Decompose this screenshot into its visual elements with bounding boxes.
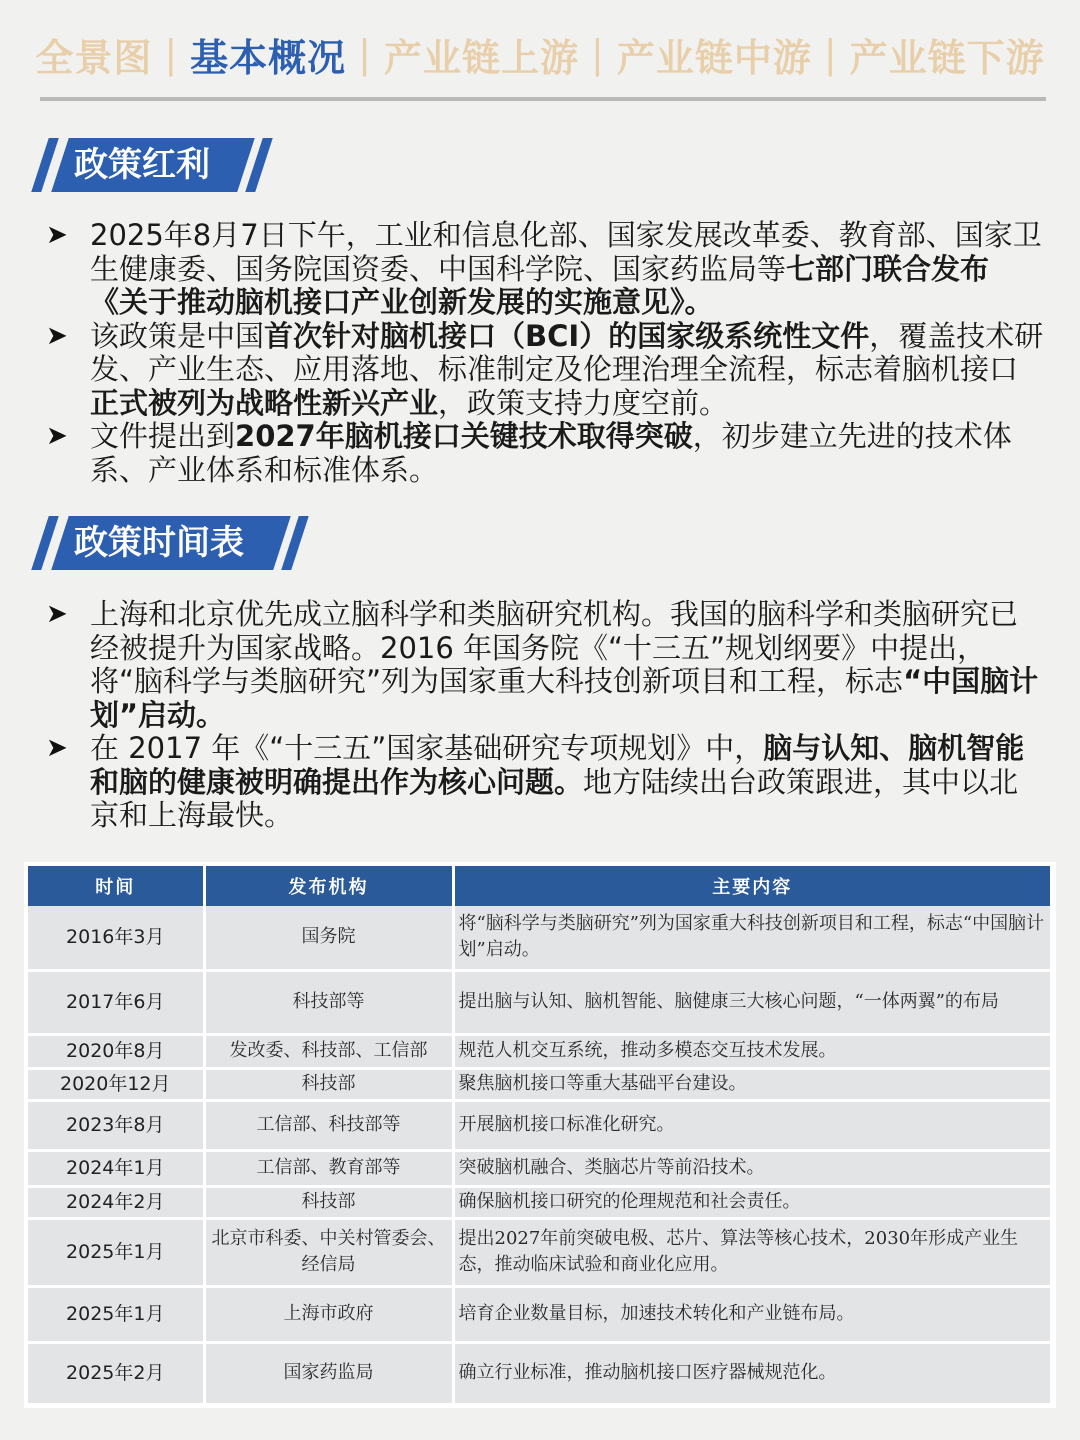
bullet-text: 在 2017 年《“十三五”国家基础研究专项规划》中， [90, 731, 764, 765]
table-row [28, 1068, 1050, 1100]
bullet-text: 2025年8月7日下午，工业和信息化部、国家发展改革委、教育部、国家卫生健康委、国务院国资委、中国科学院、国家药监局等 [90, 218, 1042, 286]
tab-midstream[interactable]: 产业链中游 [616, 35, 812, 80]
header-content: 主要内容 [453, 866, 1050, 906]
cell-publisher: 国务院 [204, 906, 453, 970]
cell-publisher: 科技部 [204, 1068, 453, 1100]
policy-table [28, 866, 1050, 1406]
table-row [28, 970, 1050, 1034]
cell-content: 开展脑机接口标准化研究。 [453, 1100, 1050, 1150]
bullet-text-bold: 正式被列为战略性新兴产业 [90, 385, 439, 420]
cell-content: 培育企业数量目标，加速技术转化和产业链布局。 [453, 1286, 1050, 1342]
arrow-icon: ➤ [46, 220, 68, 250]
bullet-item [46, 732, 1046, 833]
cell-time: 2023年8月 [28, 1100, 204, 1150]
cell-publisher: 工信部、教育部等 [204, 1150, 453, 1186]
cell-publisher: 科技部 [204, 1186, 453, 1218]
bullet-text: 地方陆续出台政策跟进，其中以北京和上海最快。 [90, 764, 1019, 832]
tab-overview[interactable]: 基本概况 [190, 35, 347, 80]
bullet-text: ，覆盖技术研发、产业生态、应用落地、标准制定及伦理治理全流程，标志着脑机接口 [90, 318, 1044, 386]
table-row [28, 906, 1050, 970]
bullet-text: 上海和北京优先成立脑科学和类脑研究机构。我国的脑科学和类脑研究已经被提升为国家战略。2016 年国务院《“十三五”规划纲要》中提出，将“脑科学与类脑研究”列为国家重大科技创新项目和工程，标志 [90, 597, 1019, 698]
bullet-text: 该政策是中国 [90, 318, 265, 353]
bullet-text-bold: 七部门联合发布《关于推动脑机接口产业创新发展的实施意见》。 [90, 251, 990, 319]
cell-publisher: 发改委、科技部、工信部 [204, 1034, 453, 1068]
cell-time: 2024年1月 [28, 1150, 204, 1186]
cell-publisher: 工信部、科技部等 [204, 1100, 453, 1150]
section-header-policy-timeline [36, 516, 306, 570]
tab-panorama[interactable]: 全景图 [35, 35, 153, 80]
section-title: 政策红利 [74, 145, 210, 185]
tab-separator: | [358, 32, 372, 76]
cell-publisher: 科技部等 [204, 970, 453, 1034]
table-header-row [28, 866, 1050, 906]
bullet-text: 文件提出到 [90, 419, 236, 453]
cell-content: 突破脑机融合、类脑芯片等前沿技术。 [453, 1150, 1050, 1186]
tab-separator: | [591, 32, 605, 76]
header-publisher: 发布机构 [204, 866, 453, 906]
table-row [28, 1186, 1050, 1218]
cell-content: 提出脑与认知、脑机智能、脑健康三大核心问题，“一体两翼”的布局 [453, 970, 1050, 1034]
cell-time: 2020年8月 [28, 1034, 204, 1068]
section-header-policy-bonus [36, 138, 306, 192]
cell-time: 2024年2月 [28, 1186, 204, 1218]
table-row [28, 1150, 1050, 1186]
cell-time: 2025年1月 [28, 1286, 204, 1342]
tab-upstream[interactable]: 产业链上游 [383, 35, 579, 80]
policy-timeline-list [46, 598, 1046, 833]
tab-downstream[interactable]: 产业链下游 [849, 35, 1045, 80]
table-row [28, 1100, 1050, 1150]
cell-publisher: 上海市政府 [204, 1286, 453, 1342]
header-divider [40, 97, 1046, 101]
table-row [28, 1218, 1050, 1286]
policy-bonus-list [46, 219, 1046, 487]
table-row [28, 1286, 1050, 1342]
section-title: 政策时间表 [74, 523, 244, 563]
policy-table-card [24, 862, 1056, 1408]
tab-separator: | [164, 32, 179, 76]
cell-content: 提出2027年前突破电极、芯片、算法等核心技术，2030年形成产业生态，推动临床试验和商业化应用。 [453, 1218, 1050, 1286]
bullet-item [46, 219, 1046, 320]
arrow-icon: ➤ [46, 320, 68, 351]
cell-content: 确立行业标准，推动脑机接口医疗器械规范化。 [453, 1342, 1050, 1404]
bullet-item [46, 598, 1046, 732]
cell-time: 2025年2月 [28, 1342, 204, 1404]
cell-time: 2025年1月 [28, 1218, 204, 1286]
bullet-text: ，政策支持力度空前。 [438, 385, 729, 420]
cell-content: 聚焦脑机接口等重大基础平台建设。 [453, 1068, 1050, 1100]
arrow-icon: ➤ [46, 733, 68, 763]
bullet-item [46, 420, 1046, 487]
bullet-text-bold: 脑与认知、脑机智能和脑的健康被明确提出作为核心问题。 [90, 731, 1025, 799]
bullet-text: ，初步建立先进的技术体系、产业体系和标准体系。 [90, 419, 1012, 487]
cell-content: 将“脑科学与类脑研究”列为国家重大科技创新项目和工程，标志“中国脑计划”启动。 [453, 906, 1050, 970]
cell-time: 2017年6月 [28, 970, 204, 1034]
cell-time: 2016年3月 [28, 906, 204, 970]
cell-publisher: 北京市科委、中关村管委会、经信局 [204, 1218, 453, 1286]
arrow-icon: ➤ [46, 599, 68, 629]
bullet-text-bold: “中国脑计划”启动。 [90, 664, 1039, 732]
bullet-item [46, 320, 1046, 421]
cell-content: 确保脑机接口研究的伦理规范和社会责任。 [453, 1186, 1050, 1218]
cell-content: 规范人机交互系统，推动多模态交互技术发展。 [453, 1034, 1050, 1068]
arrow-icon: ➤ [46, 421, 68, 451]
bullet-text-bold: 首次针对脑机接口（BCI）的国家级系统性文件 [264, 318, 870, 353]
table-body [28, 906, 1050, 1404]
header-time: 时间 [28, 866, 204, 906]
category-tabs [0, 26, 1080, 82]
cell-time: 2020年12月 [28, 1068, 204, 1100]
bullet-text-bold: 2027年脑机接口关键技术取得突破 [235, 419, 693, 453]
table-row [28, 1034, 1050, 1068]
cell-publisher: 国家药监局 [204, 1342, 453, 1404]
table-row [28, 1342, 1050, 1404]
tab-separator: | [823, 32, 838, 76]
